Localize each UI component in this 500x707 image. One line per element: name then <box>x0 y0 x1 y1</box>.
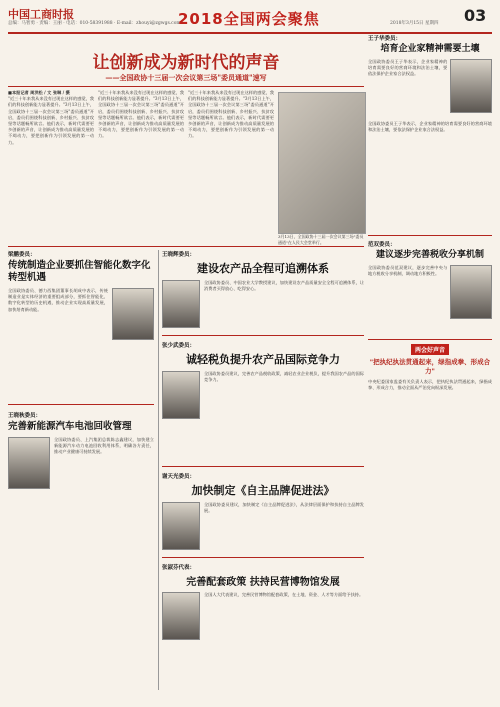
story-title: 传统制造企业要抓住智能化数字化转型机遇 <box>8 260 151 283</box>
story-portrait <box>162 371 200 419</box>
lead-body-cont: "近三十年来我从来没有过现在这样的感觉，我们的科技创新能力显著提升。"3月13日上午，全国政协十三届一次会议第三场"委员通道"开启，委员们围绕科技创新、乡村振兴、扶贫攻坚等话题畅所欲言。他们表示，新时代需要更多创新的声音，让创新成为推动高质量发展的不竭动力，要把创新作为引领发展的第一动力。 <box>188 90 274 139</box>
story-body: 全国政协委员、中国农业大学教授建议，加快建设农产品质量安全全程可追溯体系，让消费者买得放心、吃得安心。 <box>204 280 364 292</box>
middle-column <box>162 250 364 690</box>
lead-column-1 <box>8 90 94 238</box>
story-title: 建设农产品全程可追溯体系 <box>197 262 329 275</box>
story-title: 诚轻税负提升农产品国际竞争力 <box>186 353 340 366</box>
story-tag: 王晓秋委员： <box>8 413 42 419</box>
box-body: 中央纪委国家监委有关负责人表示，把执纪执法贯通起来，绿指成拳、形成合力，推动全面从严治党向纵深发展。 <box>368 379 492 391</box>
story-body: 全国政协委员、德力西集团董事长胡成中表示，传统制造业是实体经济的重要组成部分，要抓住智能化、数字化转型的历史机遇，推动企业实现高质量发展，加快培育新动能。 <box>8 288 108 312</box>
lead-photo-caption: 3月13日，全国政协十三届一次会议第三场"委员通道"在人民大会堂举行。 <box>278 234 364 245</box>
story-portrait <box>112 288 154 340</box>
story-portrait <box>162 502 200 550</box>
lead-photo <box>278 92 366 234</box>
paper-meta: 总编：马智勇 · 责编：王丽 · 电话：010-58391988 · E-mail：zhouyi@zgwgs.com <box>8 21 181 26</box>
lead-column-3 <box>188 90 274 238</box>
story-body: 全国政协委员建议，加快制定《自主品牌促进法》，从法律层面保护和扶持自主品牌发展。 <box>204 502 364 514</box>
lead-headline: 让创新成为新时代的声音 <box>92 53 280 73</box>
story-title: 建议逐步完善税收分享机制 <box>375 250 484 260</box>
story-title: 完善配套政策 扶持民营博物馆发展 <box>186 577 340 588</box>
story-portrait <box>450 59 492 113</box>
story-portrait <box>162 592 200 640</box>
story-tag: 张淑芬代表： <box>162 565 196 571</box>
story-portrait <box>450 265 492 319</box>
story-title: 培育企业家精神需要土壤 <box>380 44 480 54</box>
lead-body-cont: "近三十年来我从来没有过现在这样的感觉，我们的科技创新能力显著提升。"3月13日上午，全国政协十三届一次会议第三场"委员通道"开启，委员们围绕科技创新、乡村振兴、扶贫攻坚等话题畅所欲言。他们表示，新时代需要更多创新的声音，让创新成为推动高质量发展的不竭动力，要把创新作为引领发展的第一动力。 <box>98 90 184 139</box>
lead-column-2 <box>98 90 184 238</box>
story-title: 加快制定《自主品牌促进法》 <box>191 484 335 497</box>
divider <box>162 335 364 336</box>
story-body: 全国政协委员建议，完善农产品税收政策，减轻农业企业税负，提升我国农产品的国际竞争力。 <box>204 371 364 383</box>
story-tag: 范双委员： <box>368 242 396 248</box>
lead-byline: ■本报记者 周洪松 / 文 张琳 / 摄 <box>8 90 70 95</box>
divider <box>368 339 492 340</box>
story-body: 全国政协委员王子华表示，企业家精神的培育需要良好的营商环境和法治土壤，要依法保护企业家合法权益。 <box>368 59 448 77</box>
story-body: 全国政协委员范双建议，逐步完善中央与地方税收分享机制，调动地方积极性。 <box>368 265 448 277</box>
divider <box>162 557 364 558</box>
divider <box>8 246 364 247</box>
divider <box>158 250 159 690</box>
issue-date: 2018年3月15日 星期四 <box>390 21 439 26</box>
section-banner: 2018全国两会聚焦 <box>178 10 320 28</box>
lead-subhead: ——全国政协十三届一次会议第三场"委员通道"速写 <box>105 73 267 82</box>
story-tag: 梁鹏委员： <box>8 252 36 258</box>
box-title: 两会好声音 <box>411 344 449 355</box>
story-tag: 张少武委员： <box>162 343 196 349</box>
right-column <box>368 34 492 701</box>
divider <box>162 466 364 467</box>
story-body: 全国人大代表建议，完善民营博物馆配套政策，在土地、资金、人才等方面给予扶持。 <box>204 592 364 597</box>
story-body-cont: 全国政协委员王子华表示，企业家精神的培育需要良好的营商环境和法治土壤，要依法保护企业家合法权益。 <box>368 121 492 133</box>
paper-name: 中国工商时报 <box>8 8 74 21</box>
story-body: 全国政协委员、上汽集团总裁陈志鑫建议，加快建立新能源汽车动力电池回收利用体系，明确各方责任，推动产业健康可持续发展。 <box>54 437 154 455</box>
story-portrait <box>162 280 200 328</box>
story-portrait <box>8 437 50 489</box>
box-headline: "把执纪执法贯通起来，绿指成拳、形成合力" <box>369 358 491 375</box>
masthead <box>8 6 492 34</box>
story-tag: 谢天光委员： <box>162 474 196 480</box>
lead-body: "近三十年来我从来没有过现在这样的感觉，我们的科技创新能力显著提升。"3月13日上午，全国政协十三届一次会议第三场"委员通道"开启，委员们围绕科技创新、乡村振兴、扶贫攻坚等话题畅所欲言。他们表示，新时代需要更多创新的声音，让创新成为推动高质量发展的不竭动力，要把创新作为引领发展的第一动力。 <box>8 96 94 145</box>
page-number: 03 <box>464 6 487 25</box>
story-title: 完善新能源汽车电池回收管理 <box>8 421 132 432</box>
left-column <box>8 250 154 690</box>
box-header <box>368 344 492 355</box>
divider <box>368 235 492 236</box>
divider <box>8 86 364 87</box>
story-tag: 王子华委员： <box>368 36 402 42</box>
story-tag: 王晓辉委员： <box>162 252 196 258</box>
divider <box>8 404 154 405</box>
